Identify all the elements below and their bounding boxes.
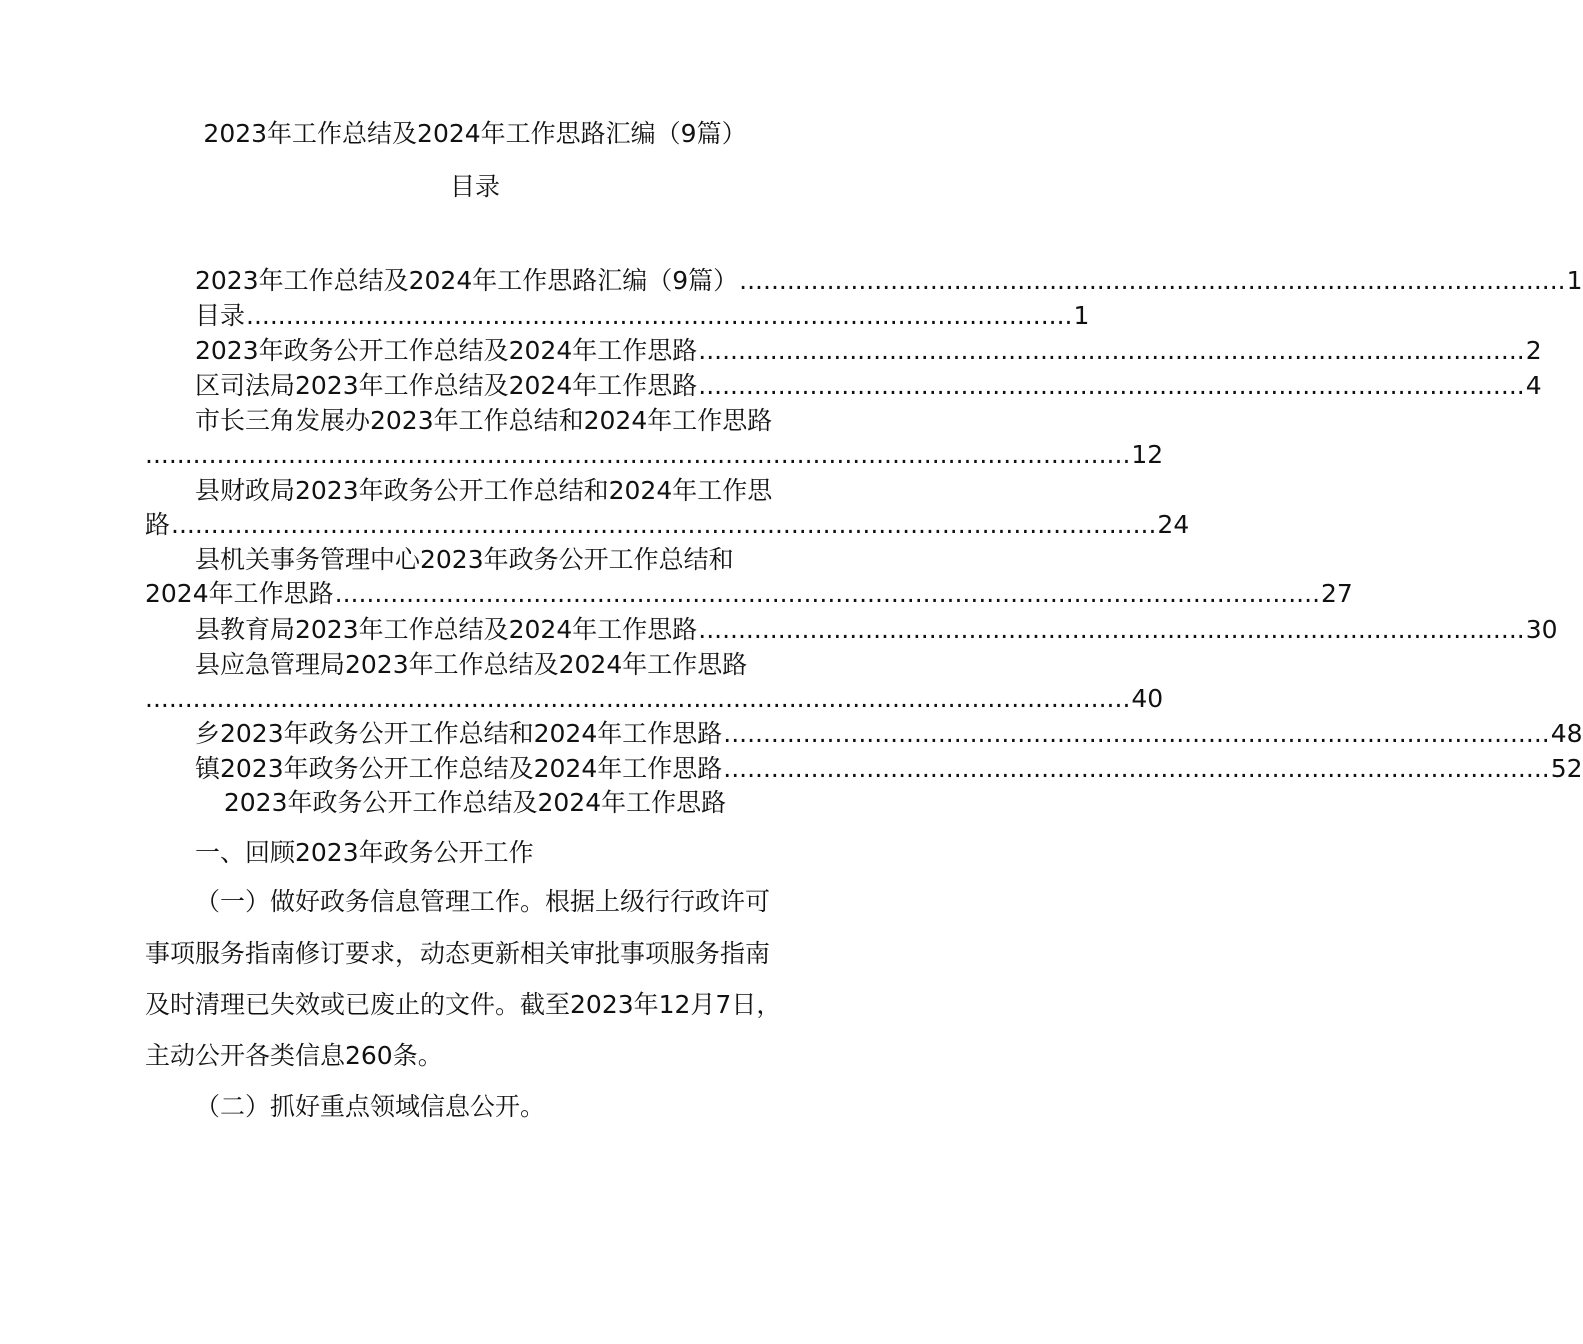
- paragraph-line: 事项服务指南修订要求，动态更新相关审批事项服务指南: [145, 939, 771, 968]
- toc-entry[interactable]: [195, 752, 1583, 786]
- toc-entry-title: 路: [145, 510, 171, 539]
- section-heading: 一、回顾2023年政务公开工作: [195, 838, 534, 867]
- paragraph-line: 及时清理已失效或已废止的文件。截至2023年12月7日，: [145, 990, 782, 1019]
- toc-entry[interactable]: [195, 334, 1542, 368]
- toc-entry-page: 27: [1321, 579, 1353, 608]
- toc-leader-dots: ........................................................................................................: [698, 336, 1525, 365]
- toc-entry-page: 1: [1073, 301, 1090, 330]
- toc-entry-title: 乡2023年政务公开工作总结和2024年工作思路: [195, 719, 723, 748]
- toc-leader-dots: ........................................................................................................: [246, 301, 1073, 330]
- document-title: 2023年工作总结及2024年工作思路汇编（9篇）: [203, 119, 747, 148]
- toc-entry[interactable]: [195, 264, 1583, 298]
- toc-entry[interactable]: [195, 717, 1583, 751]
- toc-entry-title: 2024年工作思路: [145, 579, 334, 608]
- toc-entry[interactable]: [195, 613, 1558, 647]
- toc-entry[interactable]: [195, 369, 1542, 403]
- toc-entry-continuation[interactable]: [145, 508, 1190, 542]
- subsection-heading: （二）抓好重点领域信息公开。: [195, 1092, 546, 1121]
- toc-entry-page: 24: [1157, 510, 1190, 539]
- toc-leader-dots: ............................................................................................................................: [334, 579, 1321, 608]
- paragraph-line: （一）做好政务信息管理工作。根据上级行行政许可: [195, 887, 771, 916]
- toc-leader-dots: ........................................................................................................: [698, 615, 1525, 644]
- toc-entry-page: 52: [1550, 754, 1583, 783]
- toc-leader-dots: ............................................................................................................................: [171, 510, 1157, 539]
- toc-leader-dots: ........................................................................................................: [739, 266, 1566, 295]
- toc-entry-page: 30: [1525, 615, 1558, 644]
- toc-entry-title: 2023年工作总结及2024年工作思路汇编（9篇）: [195, 266, 739, 295]
- toc-entry-title[interactable]: 市长三角发展办2023年工作总结和2024年工作思路: [195, 406, 773, 435]
- toc-heading: 目录: [449, 172, 500, 201]
- toc-entry-continuation[interactable]: [145, 682, 1164, 716]
- toc-leader-dots: ........................................................................................................: [723, 719, 1550, 748]
- toc-entry-continuation[interactable]: [145, 577, 1353, 611]
- toc-entry-title: 区司法局2023年工作总结及2024年工作思路: [195, 371, 698, 400]
- toc-leader-dots: ............................................................................................................................: [145, 684, 1131, 713]
- toc-entry-title: 2023年政务公开工作总结及2024年工作思路: [195, 336, 698, 365]
- toc-entry-page: 4: [1525, 371, 1542, 400]
- toc-entry-page: 2: [1525, 336, 1542, 365]
- paragraph-line: 主动公开各类信息260条。: [145, 1041, 443, 1070]
- toc-entry-title: 县教育局2023年工作总结及2024年工作思路: [195, 615, 698, 644]
- toc-entry-page: 1: [1566, 266, 1583, 295]
- toc-entry-page: 40: [1131, 684, 1164, 713]
- toc-entry[interactable]: [195, 299, 1090, 333]
- toc-entry-title[interactable]: 县应急管理局2023年工作总结及2024年工作思路: [195, 650, 748, 679]
- toc-entry-title: 镇2023年政务公开工作总结及2024年工作思路: [195, 754, 723, 783]
- toc-leader-dots: ............................................................................................................................: [145, 440, 1131, 469]
- toc-entry-title[interactable]: 县财政局2023年政务公开工作总结和2024年工作思: [195, 476, 773, 505]
- toc-leader-dots: ........................................................................................................: [698, 371, 1525, 400]
- toc-entry-continuation[interactable]: [145, 438, 1164, 472]
- toc-entry-page: 48: [1550, 719, 1583, 748]
- toc-entry-page: 12: [1131, 440, 1164, 469]
- article-title: 2023年政务公开工作总结及2024年工作思路: [223, 788, 727, 817]
- toc-entry-title[interactable]: 县机关事务管理中心2023年政务公开工作总结和: [195, 545, 734, 574]
- toc-entry-title: 目录: [195, 301, 246, 330]
- toc-leader-dots: ........................................................................................................: [723, 754, 1550, 783]
